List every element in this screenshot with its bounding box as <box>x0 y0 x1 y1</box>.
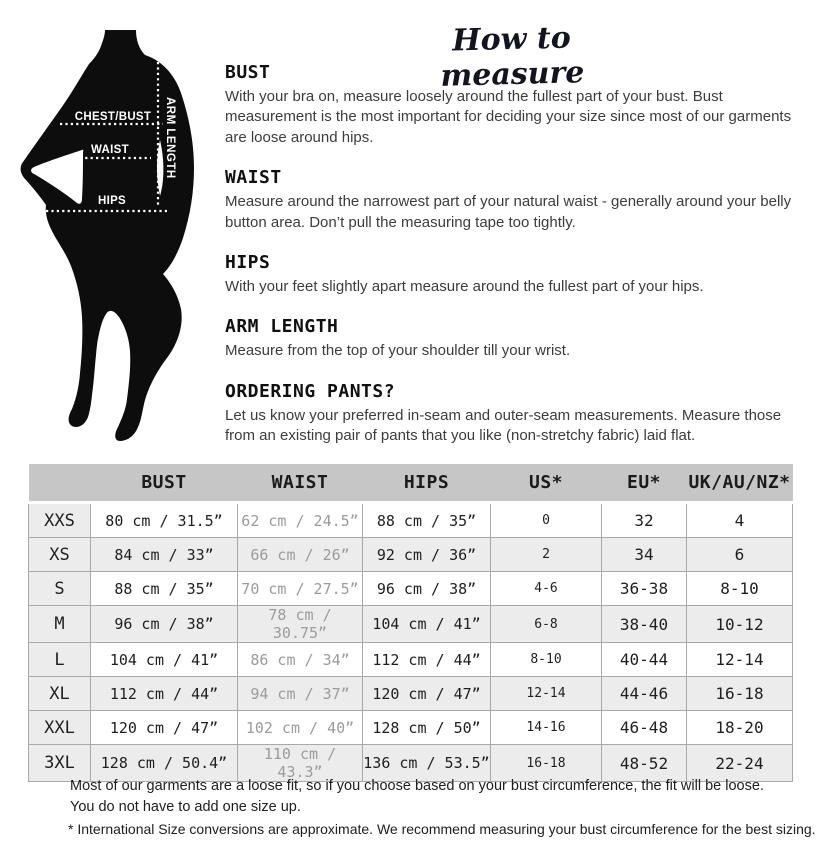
cell-uk: 10-12 <box>687 606 793 643</box>
section-heading: HIPS <box>225 251 271 273</box>
cell-bust: 120 cm / 47” <box>91 711 238 745</box>
table-row <box>29 677 793 711</box>
cell-size: 3XL <box>29 745 91 782</box>
body-silhouette <box>21 30 194 441</box>
cell-us: 0 <box>491 503 602 538</box>
cell-size: M <box>29 606 91 643</box>
fit-note <box>70 776 810 817</box>
cell-uk: 18-20 <box>687 711 793 745</box>
cell-uk: 16-18 <box>687 677 793 711</box>
cell-waist: 86 cm / 34” <box>238 643 363 677</box>
cell-uk: 22-24 <box>687 745 793 782</box>
measure-sections <box>225 62 801 447</box>
page-title: How to measure <box>440 20 585 94</box>
cell-us: 6-8 <box>491 606 602 643</box>
cell-waist: 70 cm / 27.5” <box>238 572 363 606</box>
column-header: UK/AU/NZ* <box>687 464 793 503</box>
cell-size: XL <box>29 677 91 711</box>
section-body: Measure from the top of your shoulder till your wrist. <box>225 342 571 360</box>
cell-eu: 48-52 <box>602 745 687 782</box>
fit-note-line2: You do not have to add one size up. <box>70 798 301 815</box>
waist-label: WAIST <box>91 144 129 156</box>
cell-eu: 38-40 <box>602 606 687 643</box>
cell-bust: 112 cm / 44” <box>91 677 238 711</box>
fit-note-line1: Most of our garments are a loose fit, so if you choose based on your bust circumference, the fit will be loose. <box>70 778 764 794</box>
column-header: WAIST <box>238 464 363 503</box>
cell-us: 12-14 <box>491 677 602 711</box>
cell-waist: 62 cm / 24.5” <box>238 503 363 538</box>
size-table-header-row <box>29 464 793 503</box>
table-row <box>29 606 793 643</box>
cell-size: XXS <box>29 503 91 538</box>
cell-hips: 104 cm / 41” <box>363 606 491 643</box>
cell-waist: 110 cm / 43.3” <box>238 745 363 782</box>
cell-bust: 104 cm / 41” <box>91 643 238 677</box>
column-header: BUST <box>91 464 238 503</box>
cell-uk: 8-10 <box>687 572 793 606</box>
cell-us: 4-6 <box>491 572 602 606</box>
cell-hips: 92 cm / 36” <box>363 538 491 572</box>
cell-hips: 112 cm / 44” <box>363 643 491 677</box>
section-body: Measure around the narrowest part of your natural waist - generally around your belly button area. Don’t pull the measuring tape too tightly. <box>225 193 792 231</box>
table-row <box>29 643 793 677</box>
cell-eu: 46-48 <box>602 711 687 745</box>
cell-hips: 136 cm / 53.5” <box>363 745 491 782</box>
measure-section <box>225 62 801 148</box>
cell-waist: 66 cm / 26” <box>238 538 363 572</box>
section-heading: ARM LENGTH <box>225 316 339 338</box>
cell-hips: 120 cm / 47” <box>363 677 491 711</box>
cell-eu: 32 <box>602 503 687 538</box>
table-row <box>29 503 793 538</box>
cell-hips: 96 cm / 38” <box>363 572 491 606</box>
cell-us: 8-10 <box>491 643 602 677</box>
column-header <box>29 464 91 503</box>
cell-us: 14-16 <box>491 711 602 745</box>
cell-uk: 6 <box>687 538 793 572</box>
section-heading: WAIST <box>225 167 282 189</box>
cell-us: 2 <box>491 538 602 572</box>
column-header: EU* <box>602 464 687 503</box>
measure-section <box>225 167 801 233</box>
cell-waist: 94 cm / 37” <box>238 677 363 711</box>
column-header: US* <box>491 464 602 503</box>
cell-size: XS <box>29 538 91 572</box>
table-row <box>29 711 793 745</box>
cell-eu: 34 <box>602 538 687 572</box>
cell-uk: 12-14 <box>687 643 793 677</box>
cell-waist: 78 cm / 30.75” <box>238 606 363 643</box>
cell-size: XXL <box>29 711 91 745</box>
measure-section <box>225 381 801 447</box>
measure-section <box>225 252 801 297</box>
section-body: Let us know your preferred in-seam and outer-seam measurements. Measure those from an existing pair of pants that you like (non-stretchy fabric) laid flat. <box>225 406 782 445</box>
measure-section <box>225 316 801 361</box>
arm-length-label: ARM LENGTH <box>164 97 176 179</box>
section-heading: ORDERING PANTS? <box>225 380 396 402</box>
cell-bust: 80 cm / 31.5” <box>91 503 238 538</box>
column-header: HIPS <box>363 464 491 503</box>
size-table-container <box>28 464 792 782</box>
cell-size: S <box>29 572 91 606</box>
size-table <box>28 464 793 782</box>
cell-hips: 128 cm / 50” <box>363 711 491 745</box>
cell-eu: 44-46 <box>602 677 687 711</box>
chest-bust-label: CHEST/BUST <box>74 111 152 123</box>
cell-us: 16-18 <box>491 745 602 782</box>
cell-bust: 96 cm / 38” <box>91 606 238 643</box>
cell-bust: 128 cm / 50.4” <box>91 745 238 782</box>
cell-eu: 40-44 <box>602 643 687 677</box>
hips-label: HIPS <box>97 195 127 207</box>
section-body: With your bra on, measure loosely around the fullest part of your bust. Bust measurement is the most important for deciding your size since most of our garments are loose around hips. <box>225 88 792 146</box>
cell-hips: 88 cm / 35” <box>363 503 491 538</box>
measurement-figure <box>0 0 230 450</box>
section-heading: BUST <box>225 62 271 83</box>
size-table-body <box>29 503 793 782</box>
cell-bust: 88 cm / 35” <box>91 572 238 606</box>
section-body: With your feet slightly apart measure around the fullest part of your hips. <box>225 277 704 295</box>
table-row <box>29 538 793 572</box>
size-conversion-footnote: * International Size conversions are approximate. We recommend measuring your bust circumference for the best sizing. <box>68 821 816 837</box>
cell-bust: 84 cm / 33” <box>91 538 238 572</box>
cell-size: L <box>29 643 91 677</box>
cell-uk: 4 <box>687 503 793 538</box>
cell-waist: 102 cm / 40” <box>238 711 363 745</box>
table-row <box>29 572 793 606</box>
cell-eu: 36-38 <box>602 572 687 606</box>
